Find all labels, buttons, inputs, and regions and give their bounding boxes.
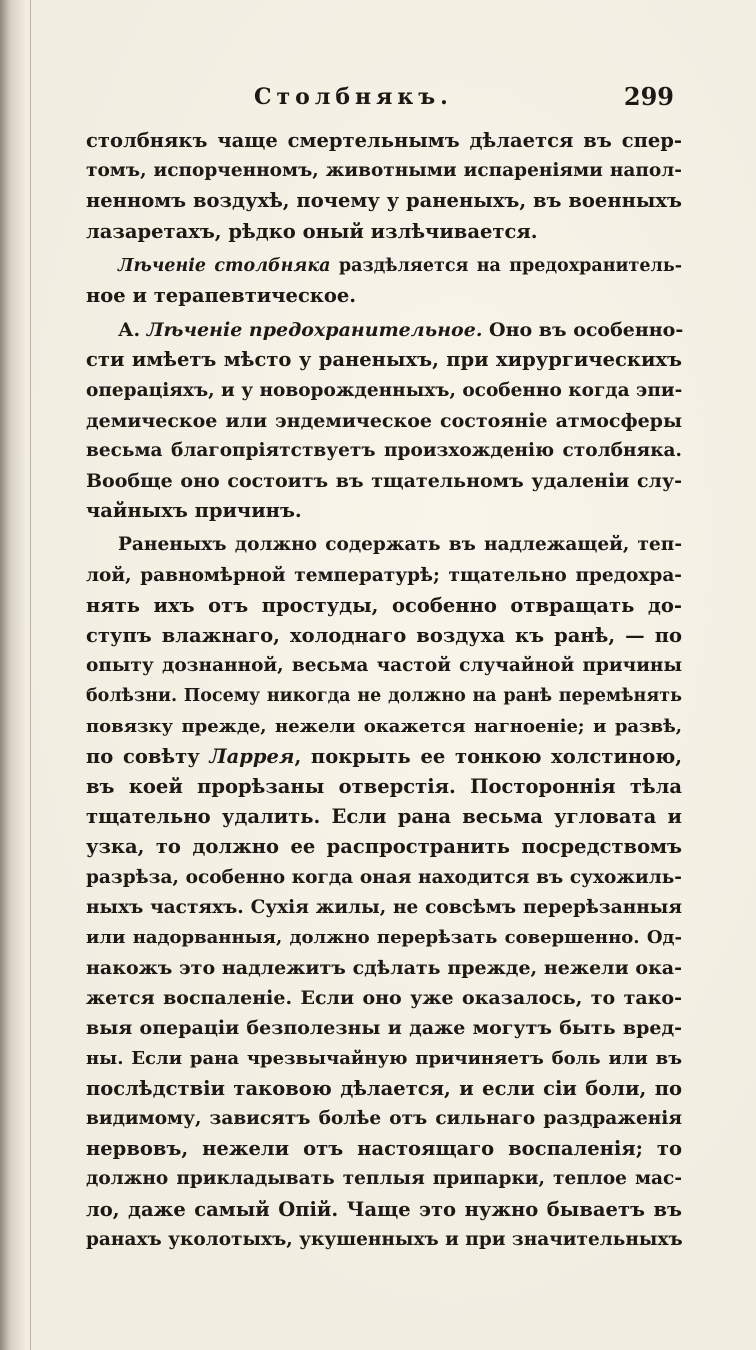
line-rest: раздѣляется на предохранитель- [330,255,682,276]
text-line: тщательно удалить. Если рана весьма угловата и [86,805,682,829]
text-line: ныхъ частяхъ. Сухія жилы, не совсѣмъ перерѣзанныя [86,896,682,918]
text-line: видимому, зависятъ болѣе отъ сильнаго раздраженія [86,1108,682,1129]
text-line [86,251,682,281]
text-line: весьма благопріятствуетъ произхожденію столбняка. [86,439,682,461]
page-number: 299 [623,82,674,111]
text-line: лазаретахъ, рѣдко оный излѣчивается. [86,219,538,243]
text-line: нервовъ, нежели отъ настоящаго воспаленія; то [86,1137,682,1161]
text-line: или надорванныя, должно перерѣзать совершенно. Од- [86,926,682,948]
binding-edge [30,0,31,1350]
line-prefix: по совѣту [86,744,210,768]
page-header [86,82,682,116]
italic-term: Лѣченіе предохранительное. [146,319,483,342]
line-rest: Оно въ особенно- [482,319,684,342]
text-line: въ коей прорѣзаны отверстія. Постороннія тѣла [86,774,682,798]
line-rest: , покрыть ее тонкою холстиною, [294,744,682,768]
text-line: лой, равномѣрной температурѣ; тщательно предохра- [86,564,682,586]
body-text [86,126,682,1255]
text-line: узка, то должно ее распространить посредствомъ [86,835,682,859]
text-line: чайныхъ причинъ. [86,499,302,523]
text-line: ступъ влажнаго, холоднаго воздуха къ ранѣ, — по [86,624,682,647]
text-line: Вообще оно состоитъ въ тщательномъ удаленіи слу- [86,470,682,493]
binding-shadow [0,0,26,1350]
text-line: ны. Если рана чрезвычайную причиняетъ боль или въ [86,1047,682,1069]
text-line: операціяхъ, и у новорожденныхъ, особенно когда эпи- [86,379,683,401]
text-line: демическое или эндемическое состояніе атмосферы [86,409,682,432]
text-line: накожъ это надлежитъ сдѣлать прежде, нежели ока- [86,957,682,980]
text-line: столбнякъ чаще смертельнымъ дѣлается въ спер- [86,129,682,152]
running-title: Столбнякъ. [254,84,453,110]
text-line: Раненыхъ должно содержать въ надлежащей, теп- [118,534,682,556]
text-line: повязку прежде, нежели окажется нагноеніе; и развѣ, [86,715,682,737]
text-line: опыту дознанной, весьма частой случайной причины [86,655,682,677]
text-line: должно прикладывать теплыя припарки, теплое мас- [86,1168,682,1190]
line-prefix: А. [118,319,147,342]
text-line: нять ихъ отъ простуды, особенно отвращать до- [86,593,682,617]
text-line: болѣзни. Посему никогда не должно на ранѣ перемѣнять [86,686,682,707]
italic-term: Лѣченіе столбняка [118,255,331,276]
text-line [86,742,682,772]
text-line: разрѣза, особенно когда оная находится въ сухожиль- [86,866,682,888]
text-line: ранахъ уколотыхъ, укушенныхъ и при значительныхъ [86,1228,683,1250]
text-line: сти имѣетъ мѣсто у раненыхъ, при хирургическихъ [86,348,682,372]
text-line: ло, даже самый Опій. Чаще это нужно бываетъ въ [86,1197,682,1221]
text-line: томъ, испорченномъ, животными испареніями напол- [86,160,682,182]
text-line: выя операціи безполезны и даже могутъ быть вред- [86,1017,682,1040]
text-line: ненномъ воздухѣ, почему у раненыхъ, въ военныхъ [86,189,682,213]
text-line: ное и терапевтическое. [86,283,357,307]
text-line: послѣдствіи таковою дѣлается, и если сіи боли, по [86,1076,682,1100]
italic-name: Ларрея [209,744,295,768]
text-line: жется воспаленіе. Если оно уже оказалось, то тако- [86,987,682,1010]
text-line [86,315,682,345]
